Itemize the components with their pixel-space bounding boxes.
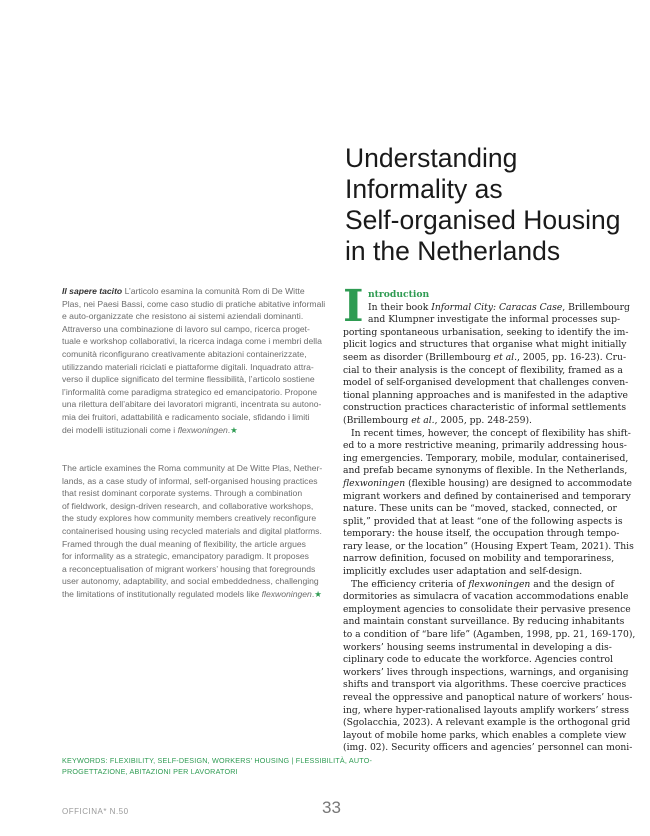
body-line: porting spontaneous urbanisation, seeking to identify the im- <box>343 326 629 338</box>
abstract-text: the limitations of institutionally regulated models like <box>62 588 262 599</box>
body-line: ciplinary code to educate the workforce. Agencies control <box>343 654 613 666</box>
abstract-italian <box>62 285 330 436</box>
article-title <box>345 143 635 267</box>
abstract-line: comunità riconfigurano creativamente abitazioni containerizzate, <box>62 348 307 359</box>
title-line: in the Netherlands <box>345 236 561 266</box>
body-line: ing emergencies. Temporary, mobile, modular, containerised, <box>343 452 629 464</box>
abstract-line: The article examines the Roma community at De Witte Plas, Nether- <box>62 463 323 473</box>
abstract-term: flexwoningen <box>177 424 228 435</box>
body-line: construction practices characteristic of informal settlements <box>343 402 627 414</box>
body-line: dormitories as simulacra of vacation accommodations enable <box>343 591 629 603</box>
body-line: employment agencies to consolidate their pervasive presence <box>343 603 631 615</box>
abstract-line <box>62 285 330 298</box>
body-line: In recent times, however, the concept of flexibility has shift- <box>351 427 631 439</box>
keywords-line: KEYWORDS: FLEXIBILITY, SELF-DESIGN, WORKERS’ HOUSING | FLESSIBILITÀ, AUTO- <box>62 756 373 765</box>
abstract-line: verso il duplice significato del termine flessibilità, l’articolo sostiene <box>62 374 315 385</box>
body-line: layout of mobile home parks, which enables a complete view <box>343 729 627 741</box>
body-line: narrow definition, focused on mobility and temporariness, <box>343 553 615 565</box>
abstract-line: for informality as a strategic, emancipatory paradigm. It proposes <box>62 551 309 562</box>
body-line: and maintain constant surveillance. By reducing inhabitants <box>343 616 625 628</box>
body-line <box>343 301 630 315</box>
abstract-line: e auto-organizzate che resistono ai sistemi aziendali dominanti. <box>62 311 304 322</box>
body-text-run: , 2005, pp. 16-23). Cru- <box>517 351 627 363</box>
body-line: plicit logics and structures that organise what might initially <box>343 339 627 351</box>
abstract-text: . <box>227 424 231 435</box>
body-text-run: seem as disorder (Brillembourg <box>343 351 494 363</box>
drop-cap: I <box>343 281 364 332</box>
abstract-line: mia dei fruitori, adattabilità e radicamento sociale, sfidando i limiti <box>62 411 310 422</box>
body-text-run: , Brillembourg <box>562 301 630 313</box>
abstract-line: una rilettura dell’abitare dei lavoratori migranti, incentrata su autono- <box>62 399 322 410</box>
abstract-text: dei modelli istituzionali come i <box>62 424 178 435</box>
abstract-line <box>62 588 330 601</box>
body-line: temporary: the house itself, the occupation through tempo- <box>343 528 620 540</box>
body-line <box>343 477 632 491</box>
abstract-line: l’informalità come paradigma strategico ed emancipatorio. Propone <box>62 386 318 397</box>
abstract-lead: Il sapere tacito <box>62 286 123 296</box>
title-line: Understanding <box>345 143 518 173</box>
body-text-run: , 2005, pp. 248-259). <box>434 414 532 426</box>
body-text-run: The efficiency criteria of <box>351 578 469 590</box>
abstract-line: user autonomy, adaptability, and social embeddedness, challenging <box>62 576 319 587</box>
title-line: Informality as <box>345 174 503 204</box>
body-line: cial to their analysis is the concept of flexibility, framed as a <box>343 364 623 376</box>
abstract-line: a reconceptualisation of migrant workers’ housing that foregrounds <box>62 563 316 574</box>
book-title: Informal City: Caracas Case <box>431 301 563 313</box>
abstract-text: L’articolo esamina la comunità Rom di De Witte <box>122 286 305 296</box>
abstract-line: Framed through the dual meaning of flexibility, the article argues <box>62 538 306 549</box>
body-line: ing, where hyper-rationalised layouts amplify workers’ stress <box>343 704 629 716</box>
abstract-line <box>62 424 330 437</box>
abstract-line: Plas, nei Paesi Bassi, come caso studio di pratiche abitative informali <box>62 298 326 309</box>
body-italic: et al. <box>411 414 435 426</box>
body-italic: flexwoningen <box>468 578 531 590</box>
body-line <box>343 351 627 365</box>
body-text-run: (Brillembourg <box>343 414 412 426</box>
body-line: ed to a more restrictive meaning, primarily addressing hous- <box>343 440 627 452</box>
section-heading-text: ntroduction <box>368 289 430 300</box>
body-line <box>343 579 613 592</box>
body-line: and prefab became synonyms of flexible. In the Netherlands, <box>343 465 628 477</box>
abstract-line: Attraverso una combinazione di lavoro sul campo, ricerca proget- <box>62 323 310 334</box>
body-text <box>343 281 636 755</box>
title-line: Self-organised Housing <box>345 205 621 235</box>
body-line: (Sgolacchia, 2023). A relevant example is the orthogonal grid <box>343 717 631 729</box>
keywords-line: PROGETTAZIONE, ABITAZIONI PER LAVORATORI <box>62 766 238 776</box>
body-line: nature. These units can be “moved, stacked, connected, or <box>343 503 617 515</box>
keywords <box>62 756 373 777</box>
abstract-line: containerised housing using recycled materials and digital platforms. <box>62 525 322 536</box>
body-line: reveal the oppressive and panoptical nature of workers’ hous- <box>343 692 633 703</box>
star-icon: ★ <box>230 424 238 435</box>
abstract-line: utilizzando materiali riciclati e piattaforme digitali. Inquadrato attra- <box>62 361 314 372</box>
abstract-line: that resist dominant corporate systems. Through a combination <box>62 488 303 499</box>
page-number: 33 <box>322 798 341 817</box>
body-italic: flexwoningen <box>343 477 406 489</box>
body-line: to a condition of “bare life” (Agamben, 1998, pp. 21, 169-170), <box>343 629 636 641</box>
abstract-line: tuale e workshop collaborativi, la ricerca indaga come i membri della <box>62 336 322 347</box>
body-line: (img. 02). Security officers and agencies’ personnel can moni- <box>343 742 633 754</box>
body-line: implicitly excludes user adaptation and self-design. <box>343 566 583 578</box>
body-line: model of self-organised development that challenges conven- <box>343 377 629 389</box>
body-italic: et al. <box>493 351 518 363</box>
body-text-run: In their book <box>368 301 432 313</box>
body-line <box>343 415 613 428</box>
body-line: migrant workers and defined by containerised and temporary <box>343 490 631 502</box>
section-heading <box>343 289 613 302</box>
body-line: shifts and transport via algorithms. These coercive practices <box>343 679 627 691</box>
body-line: workers’ housing seems instrumental in developing a dis- <box>343 641 612 653</box>
abstract-english <box>62 462 330 601</box>
abstract-line: lands, as a case study of informal, self-organised housing practices <box>62 475 318 486</box>
abstract-text: . <box>311 588 315 599</box>
body-text-run: (flexible housing) are designed to accommodate <box>405 477 632 489</box>
abstract-line: of fieldwork, design-driven research, and collaborative workshops, <box>62 500 314 511</box>
star-icon: ★ <box>314 588 322 599</box>
body-line: workers’ lives through inspections, warnings, and organising <box>343 666 629 678</box>
abstract-term: flexwoningen <box>261 588 312 599</box>
body-line: tional planning approaches and is manifested in the adaptive <box>343 389 628 401</box>
abstract-line: the study explores how community members creatively reconfigure <box>62 513 317 524</box>
body-line: and Klumpner investigate the informal processes sup- <box>368 314 621 326</box>
body-line: rary lease, or the location” (Housing Expert Team, 2021). This <box>343 540 634 552</box>
body-line: split,” provided that at least “one of the following aspects is <box>343 515 623 527</box>
body-text-run: and the design of <box>530 578 615 590</box>
journal-name: OFFICINA* N.50 <box>62 807 129 816</box>
